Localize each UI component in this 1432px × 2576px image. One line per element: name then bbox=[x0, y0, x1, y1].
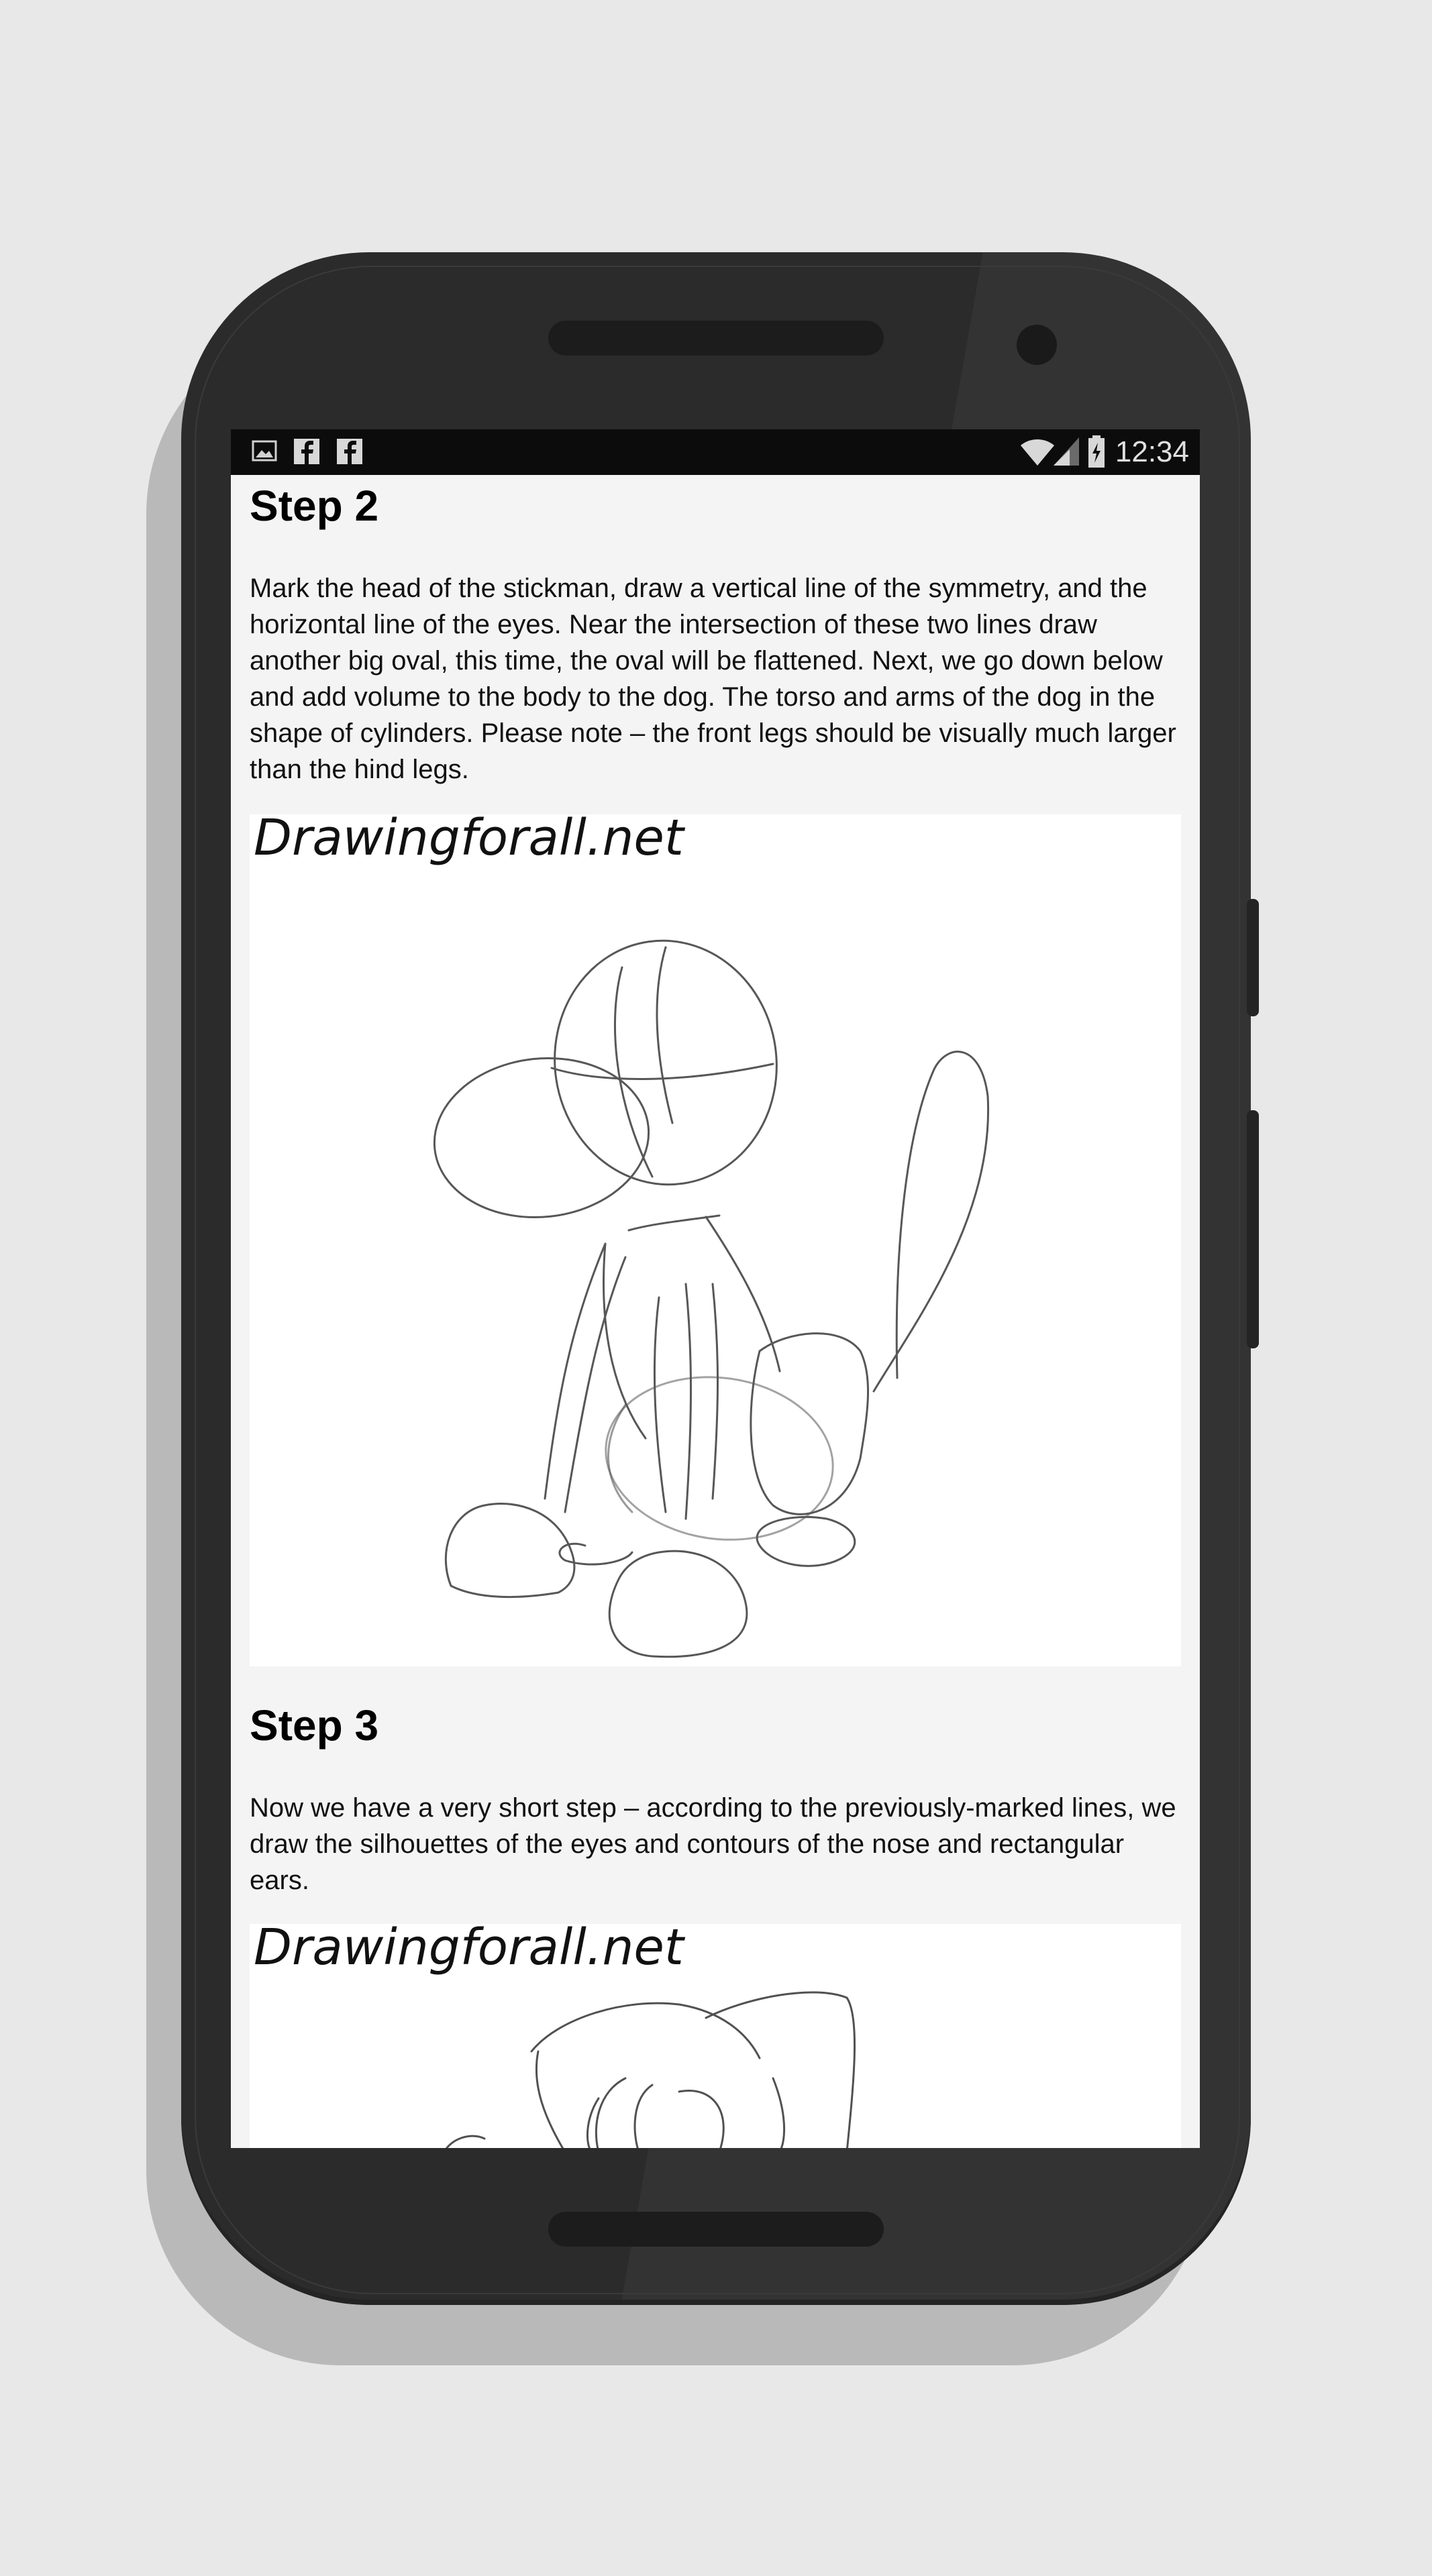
status-bar bbox=[231, 429, 1200, 475]
status-time: 12:34 bbox=[1115, 435, 1189, 468]
step-illustration bbox=[250, 814, 1181, 1666]
volume-button[interactable] bbox=[1247, 899, 1259, 1016]
front-camera bbox=[1017, 325, 1057, 365]
earpiece-speaker bbox=[548, 321, 884, 356]
step-title: Step 3 bbox=[250, 1701, 379, 1750]
facebook-icon bbox=[293, 437, 321, 469]
facebook-icon bbox=[336, 437, 364, 469]
watermark-text: Drawingforall.net bbox=[254, 1924, 684, 1976]
step-title: Step 2 bbox=[250, 482, 379, 530]
image-icon bbox=[251, 437, 278, 468]
power-button[interactable] bbox=[1247, 1110, 1259, 1348]
step-description: Mark the head of the stickman, draw a vertical line of the symmetry, and the horizontal line of the eyes. Near the intersection of these two lines draw another big oval, this time, the oval will be flattened. Next, we go down below and add volume to the body to the dog. The torso and arms of the dog in the shape of cylinders. Please note – the front legs should be visually much larger than the hind legs. bbox=[250, 574, 1176, 784]
signal-icon bbox=[1052, 436, 1080, 470]
screen bbox=[231, 429, 1200, 2148]
bottom-speaker bbox=[548, 2212, 884, 2247]
battery-charging-icon bbox=[1087, 435, 1106, 472]
wifi-icon bbox=[1020, 436, 1055, 470]
watermark-text: Drawingforall.net bbox=[254, 814, 684, 867]
step-illustration bbox=[250, 1924, 1181, 2148]
step-description: Now we have a very short step – according to the previously-marked lines, we draw the silhouettes of the eyes and contours of the nose and rectangular ears. bbox=[250, 1793, 1176, 1895]
